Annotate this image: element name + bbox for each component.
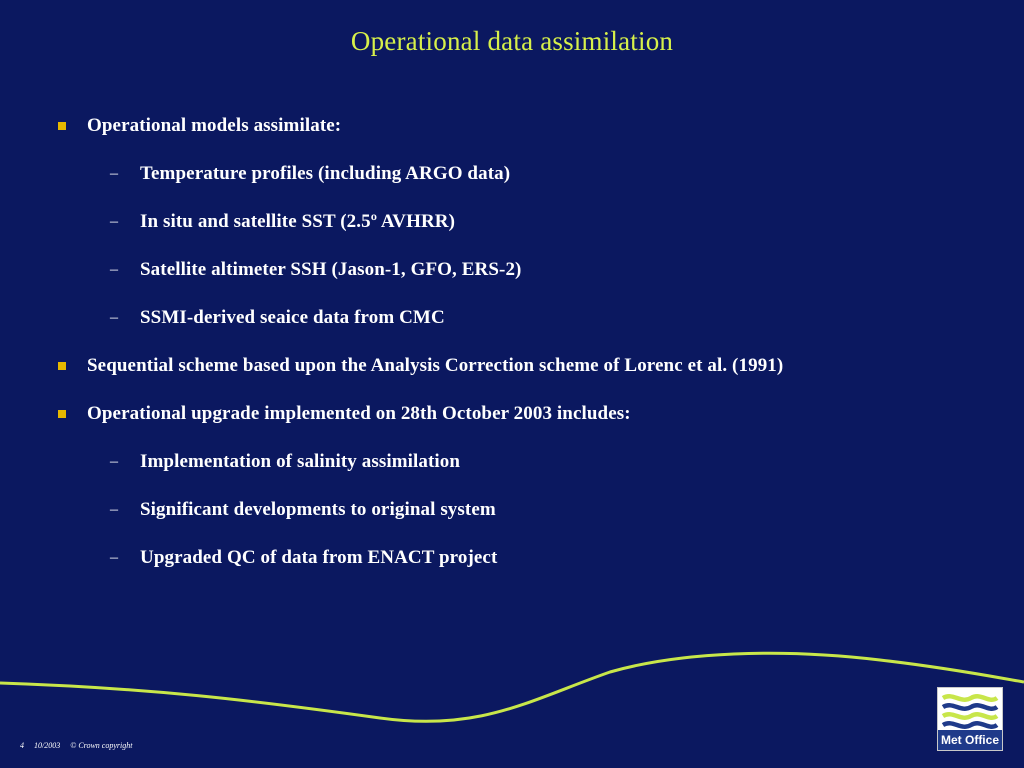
dash-bullet-icon: –: [110, 309, 118, 326]
page-number: 4: [20, 741, 24, 750]
sub-bullet-text: In situ and satellite SST (2.5º AVHRR): [140, 211, 456, 232]
bullet-text: Operational upgrade implemented on 28th October 2003 includes:: [87, 403, 631, 424]
dash-bullet-icon: –: [110, 261, 118, 278]
sub-bullet-text: SSMI-derived seaice data from CMC: [140, 307, 445, 328]
dash-bullet-icon: –: [110, 549, 118, 566]
slide-footer: [20, 741, 140, 750]
dash-bullet-icon: –: [110, 501, 118, 518]
sub-bullet-text: Implementation of salinity assimilation: [140, 451, 461, 472]
logo-waves-icon: [941, 691, 999, 731]
dash-bullet-icon: –: [110, 213, 118, 230]
bullet-text: Operational models assimilate:: [87, 115, 342, 136]
bullet-text: Sequential scheme based upon the Analysis Correction scheme of Lorenc et al. (1991): [87, 355, 784, 376]
sub-bullet-text: Temperature profiles (including ARGO data): [140, 163, 511, 184]
footer-copyright: © Crown copyright: [70, 741, 133, 750]
dash-bullet-icon: –: [110, 453, 118, 470]
sub-bullet-text: Upgraded QC of data from ENACT project: [140, 547, 498, 568]
dash-bullet-icon: –: [110, 165, 118, 182]
slide-title: Operational data assimilation: [350, 26, 674, 56]
sub-bullet-text: Satellite altimeter SSH (Jason-1, GFO, ERS-2): [140, 259, 522, 280]
footer-date: 10/2003: [34, 741, 61, 750]
sub-bullet-text: Significant developments to original system: [140, 499, 496, 520]
met-office-logo: [937, 687, 1003, 751]
logo-label: Met Office: [938, 730, 1002, 750]
